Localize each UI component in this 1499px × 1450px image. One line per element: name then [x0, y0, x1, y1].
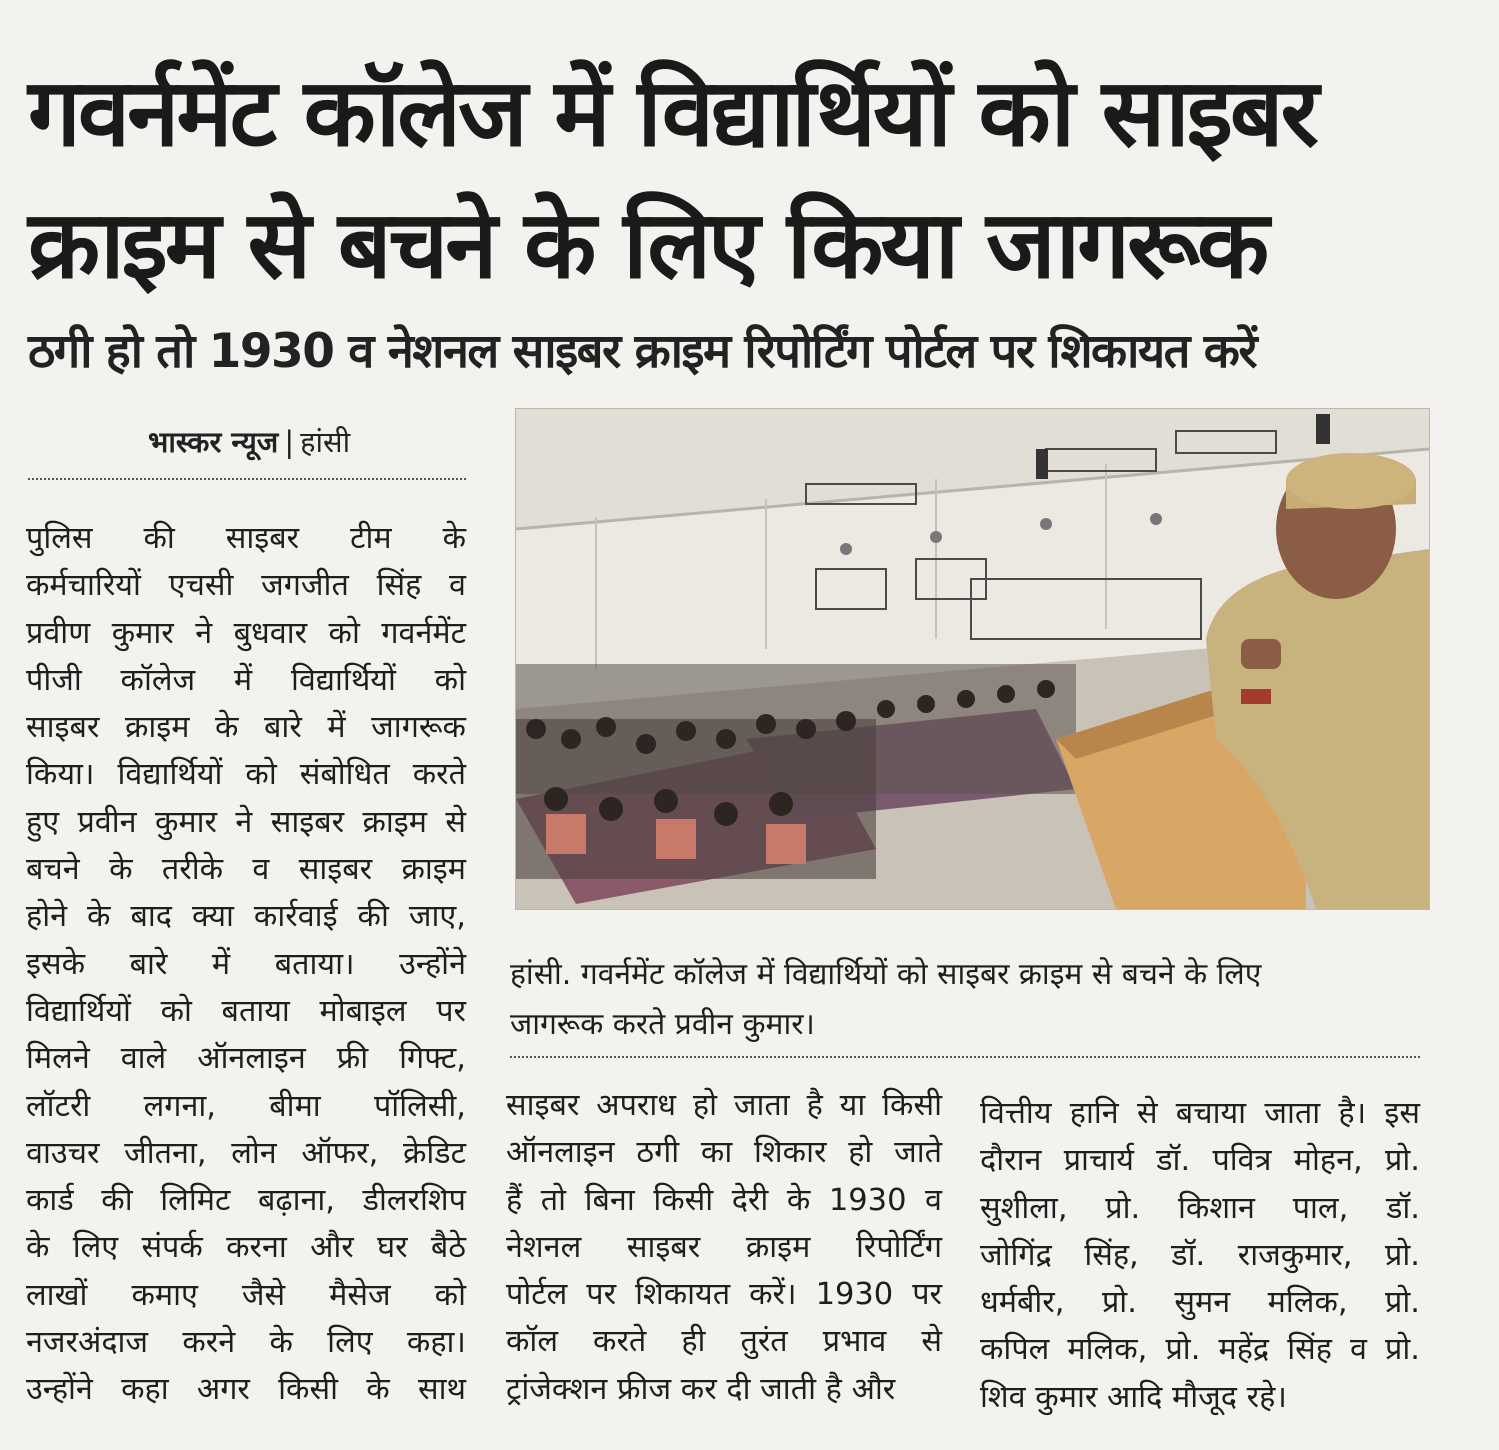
subheadline: ठगी हो तो 1930 व नेशनल साइबर क्राइम रिपोर्टिंग पोर्टल पर शिकायत करें	[28, 324, 1257, 379]
article-col2-line: हैं तो बिना किसी देरी के 1930 व	[506, 1182, 942, 1218]
article-photo	[515, 408, 1430, 910]
headline	[28, 48, 1468, 312]
article-col1-line: लॉटरी लगना, बीमा पॉलिसी,	[26, 1088, 466, 1124]
photo-caption-line-1: हांसी. गवर्नमेंट कॉलेज में विद्यार्थियों को साइबर क्राइम से बचने के लिए	[510, 957, 1262, 992]
byline-divider	[28, 478, 466, 480]
article-col2-line: साइबर अपराध हो जाता है या किसी	[506, 1088, 942, 1123]
article-col2-line: नेशनल साइबर क्राइम रिपोर्टिंग	[506, 1229, 942, 1265]
article-col3-line: कपिल मलिक, प्रो. महेंद्र सिंह व प्रो.	[980, 1332, 1420, 1368]
article-col1-line: लाखों कमाए जैसे मैसेज को	[26, 1277, 466, 1313]
article-col3-line: सुशीला, प्रो. किशान पाल, डॉ.	[980, 1190, 1420, 1226]
article-col1-line: बचने के तरीके व साइबर क्राइम	[26, 852, 466, 888]
article-col1-line: प्रवीण कुमार ने बुधवार को गवर्नमेंट	[26, 615, 466, 651]
byline	[148, 422, 350, 461]
article-col1-line: पीजी कॉलेज में विद्यार्थियों को	[26, 662, 466, 698]
article-col2-line: कॉल करते ही तुरंत प्रभाव से	[506, 1324, 942, 1360]
article-col1-line: कार्ड की लिमिट बढ़ाना, डीलरशिप	[26, 1183, 466, 1219]
article-col1-line: पुलिस की साइबर टीम के	[26, 521, 466, 556]
article-col1-line: किया। विद्यार्थियों को संबोधित करते	[26, 757, 466, 793]
article-col3-line: शिव कुमार आदि मौजूद रहे।	[980, 1379, 1287, 1415]
article-col2-line: पोर्टल पर शिकायत करें। 1930 पर	[506, 1277, 942, 1313]
photo-police-officer-addressing-students-icon	[516, 409, 1429, 909]
byline-place: हांसी	[300, 425, 351, 459]
headline-line-1: गवर्नमेंट कॉलेज में विद्यार्थियों को साइबर	[28, 59, 1316, 168]
article-col1-line: के लिए संपर्क करना और घर बैठे	[26, 1230, 466, 1266]
article-col1-line: हुए प्रवीन कुमार ने साइबर क्राइम से	[26, 804, 466, 840]
photo-caption-line-2: जागरूक करते प्रवीन कुमार।	[510, 1007, 815, 1042]
article-col2-line: ऑनलाइन ठगी का शिकार हो जाते	[506, 1135, 942, 1171]
article-col3-line: वित्तीय हानि से बचाया जाता है। इस	[980, 1096, 1420, 1131]
article-col2-line: ट्रांजेक्शन फ्रीज कर दी जाती है और	[506, 1371, 896, 1407]
article-col3-line: धर्मबीर, प्रो. सुमन मलिक, प्रो.	[980, 1285, 1420, 1321]
article-col1-line: होने के बाद क्या कार्रवाई की जाए,	[26, 899, 466, 935]
article-col3-line: दौरान प्राचार्य डॉ. पवित्र मोहन, प्रो.	[980, 1143, 1420, 1179]
article-col1-line: इसके बारे में बताया। उन्होंने	[26, 946, 466, 982]
article-col1-line: नजरअंदाज करने के लिए कहा।	[26, 1325, 466, 1361]
article-column-1	[26, 515, 466, 1414]
article-col1-line: मिलने वाले ऑनलाइन फ्री गिफ्ट,	[26, 1041, 466, 1077]
article-column-2	[506, 1082, 942, 1413]
caption-divider	[510, 1056, 1420, 1058]
byline-source: भास्कर न्यूज	[148, 425, 279, 459]
article-column-3	[980, 1090, 1420, 1421]
article-col1-line: विद्यार्थियों को बताया मोबाइल पर	[26, 993, 466, 1029]
article-col1-line: कर्मचारियों एचसी जगजीत सिंह व	[26, 568, 466, 604]
article-col1-line: वाउचर जीतना, लोन ऑफर, क्रेडिट	[26, 1135, 466, 1171]
headline-line-2: क्राइम से बचने के लिए किया जागरूक	[28, 191, 1267, 300]
byline-separator: |	[284, 425, 295, 459]
article-col1-line: साइबर क्राइम के बारे में जागरूक	[26, 710, 466, 746]
article-col3-line: जोगिंद्र सिंह, डॉ. राजकुमार, प्रो.	[980, 1237, 1420, 1273]
photo-caption	[510, 950, 1410, 1050]
article-col1-line: उन्होंने कहा अगर किसी के साथ	[26, 1372, 466, 1408]
